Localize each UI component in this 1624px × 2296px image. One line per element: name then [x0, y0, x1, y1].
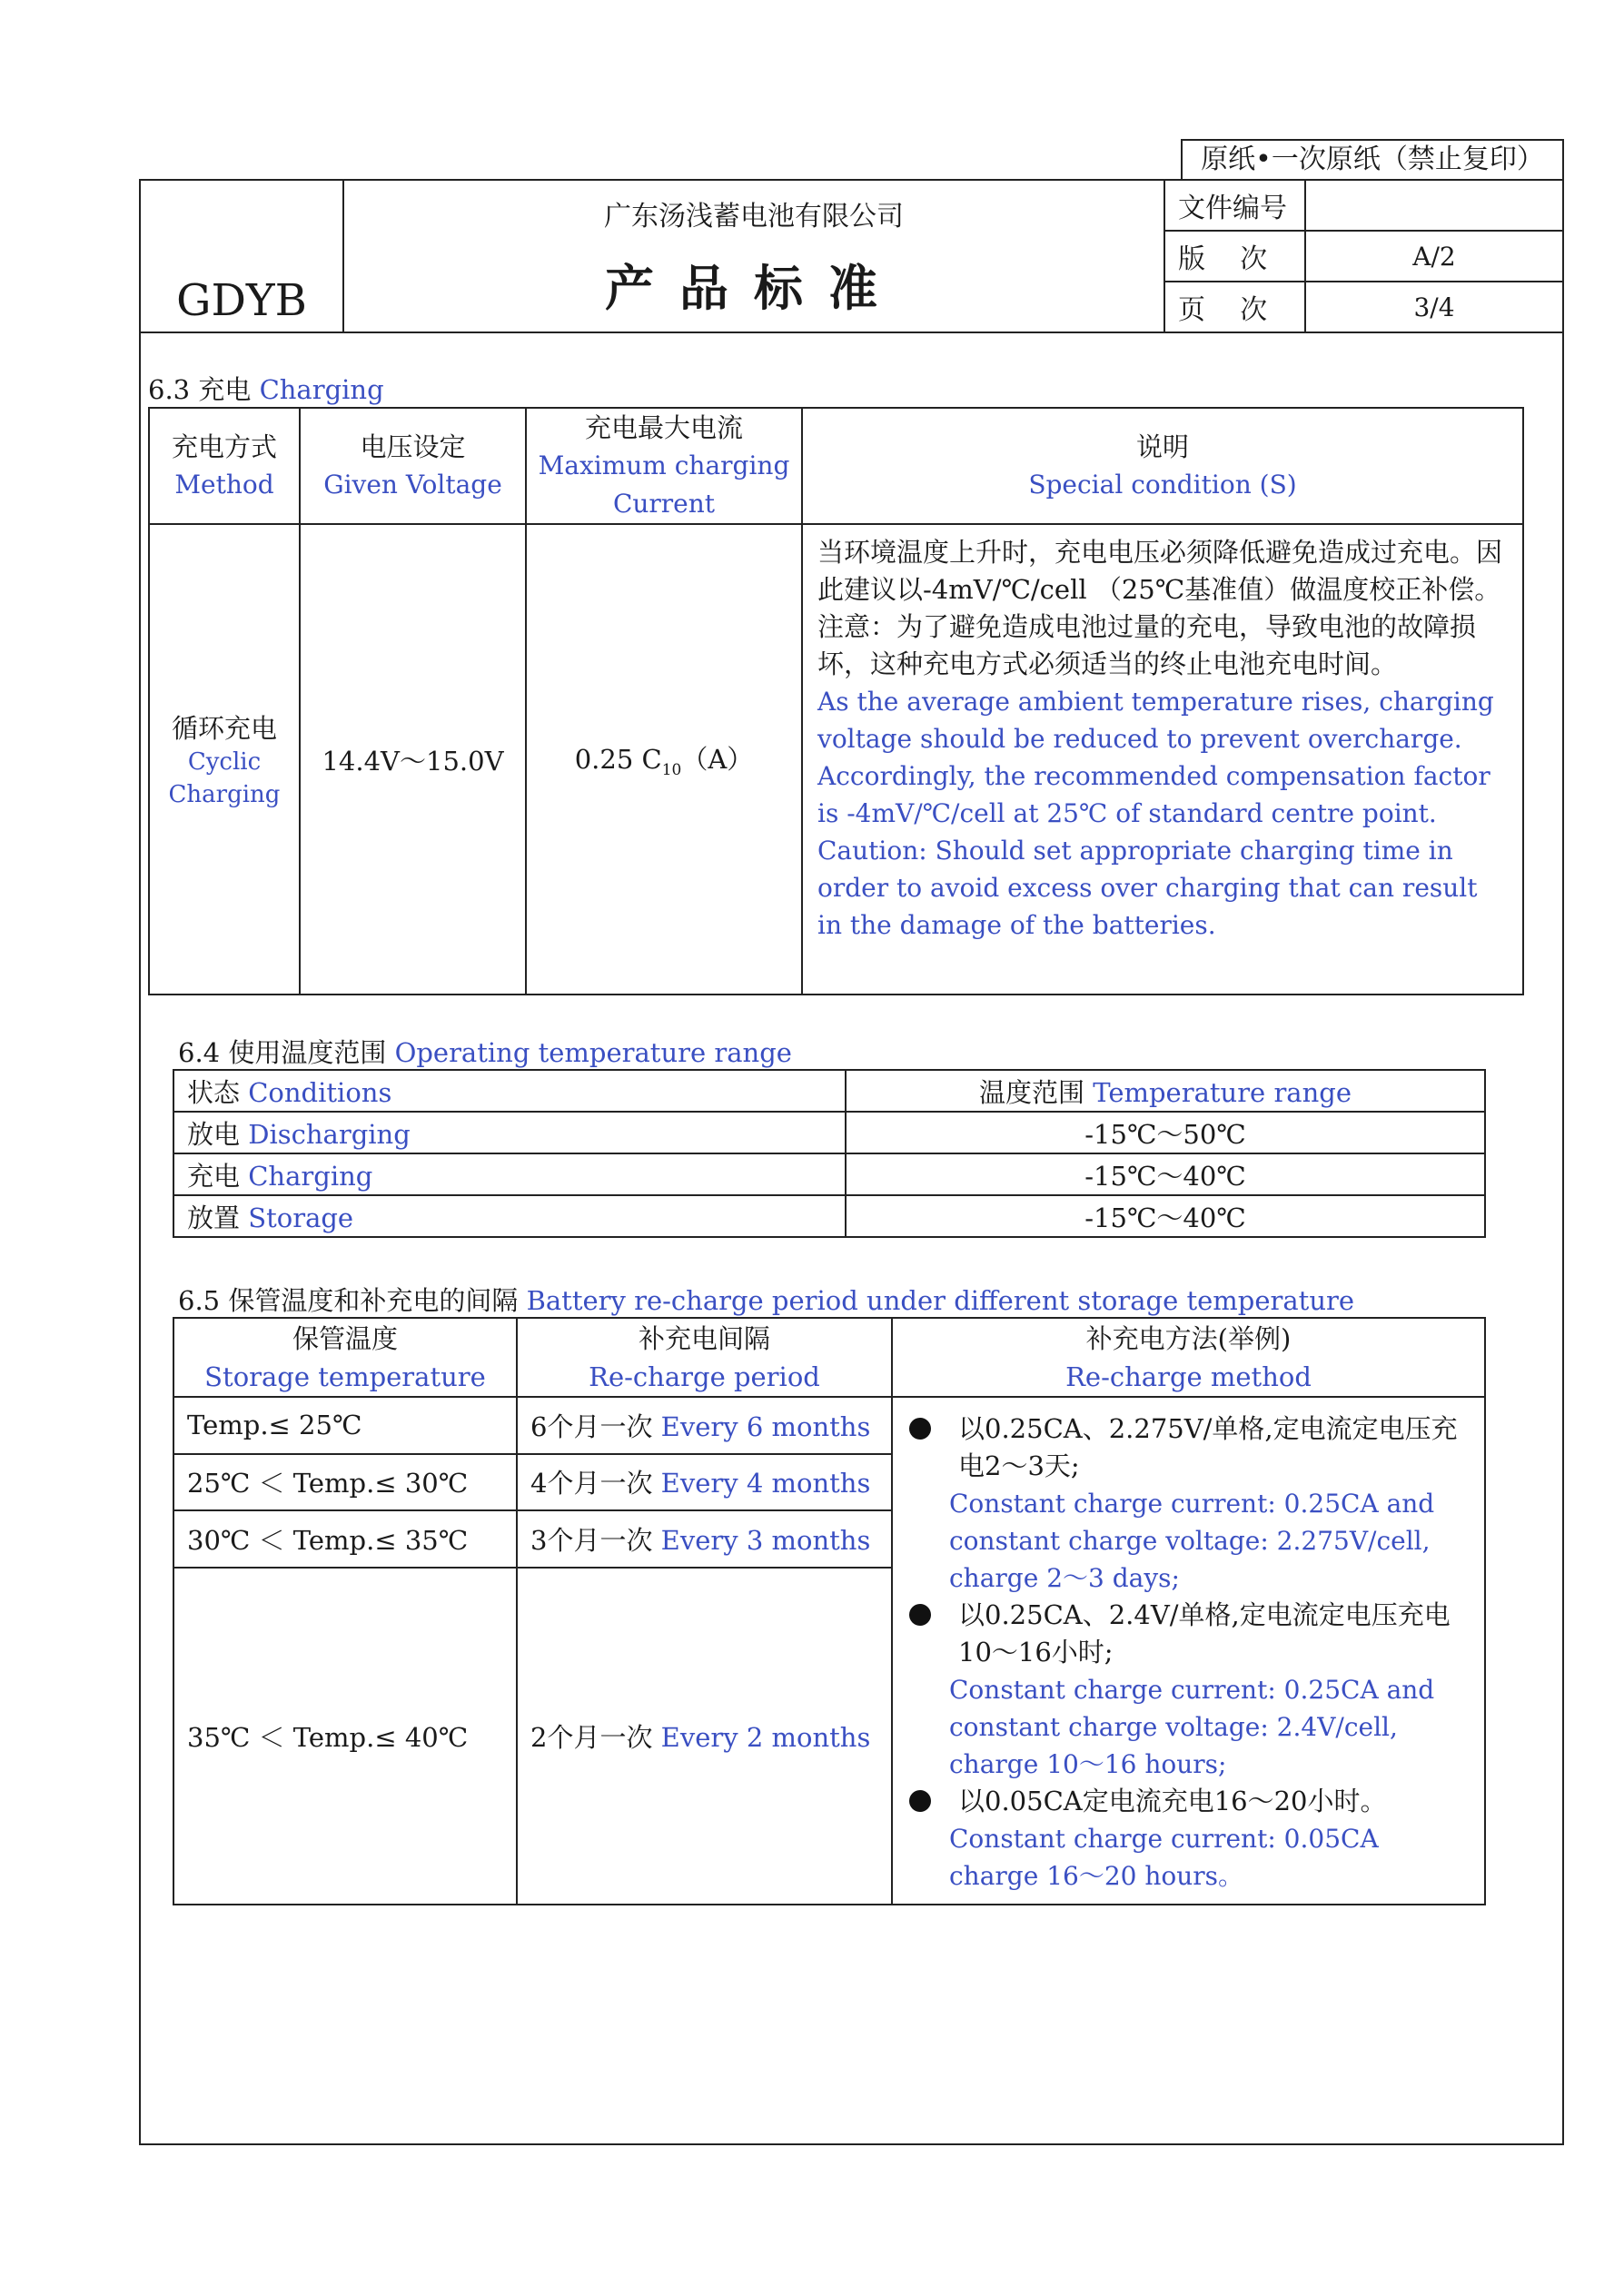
company-name: 广东汤浅蓄电池有限公司: [604, 200, 904, 233]
table-row: 放置 Storage -15℃～40℃: [173, 1195, 1485, 1237]
bullet-icon: [909, 1790, 931, 1812]
recharge-method-cell: [892, 1397, 1485, 1905]
section-6-3-heading: [148, 370, 384, 407]
version-label: 版 次: [1164, 231, 1305, 282]
document-header: [139, 179, 1564, 333]
table-header-row: [173, 1318, 1485, 1397]
table-header-row: [173, 1070, 1485, 1112]
section-6-3-number: 6.3 充电: [148, 374, 252, 405]
header-recharge-method: 补充电方法(举例) Re-charge method: [892, 1318, 1485, 1397]
cell-voltage: 14.4V～15.0V: [300, 524, 526, 995]
col-header-special: 说明 Special condition (S): [802, 408, 1523, 524]
col-header-current: 充电最大电流 Maximum charging Current: [526, 408, 802, 524]
cell-current: 0.25 $C_{10}(A)$: [526, 524, 802, 995]
company-logo: GDYB: [140, 180, 343, 332]
header-title-block: [343, 180, 1164, 332]
cell-method: 循环充电 Cyclic Charging: [149, 524, 300, 995]
document-title: 产品标准: [605, 258, 903, 317]
table-row: Temp.≤ 25℃ 6个月一次 Every 6 months 以0.25CA、2.275V/单格,定电流定电压充电2～3天; Constant charge current: 0.25CA and constant charge voltage: 2.275V/cell, charge 2～3 days; 以0.25CA、2.4V/单格,定电流定电压充电10～16小时; Constant charge current: 0.25CA and constant charge voltage: 2.4V/cell, charge 10～16 hours; 以0.05CA定电流充电16～20小时。 Constant charge current: 0.05CA charge 16～20 hours。: [173, 1397, 1485, 1454]
desc-en-1: As the average ambient temperature rises, charging voltage should be reduced to prevent overcharge. Accordingly, the recommended compensation factor is -4mV/℃/cell at 25℃ of standard centre point.: [817, 687, 1494, 828]
table-row: 25℃ ＜ Temp.≤ 30℃ 4个月一次 Every 4 months: [173, 1454, 1485, 1511]
header-conditions: 状态 Conditions: [173, 1070, 846, 1112]
col-header-method: 充电方式 Method: [149, 408, 300, 524]
section-6-3-title-en: Charging: [259, 374, 384, 405]
header-temperature-range: 温度范围 Temperature range: [846, 1070, 1485, 1112]
doc-number-value: [1305, 180, 1563, 231]
bullet-icon: [909, 1604, 931, 1626]
temperature-range-table: [173, 1069, 1486, 1238]
desc-zh-2: 注意：为了避免造成电池过量的充电，导致电池的故障损坏，这种充电方式必须适当的终止电池充电时间。: [817, 611, 1477, 679]
bullet-icon: [909, 1418, 931, 1440]
method-item: 以0.05CA定电流充电16～20小时。 Constant charge current: 0.05CA charge 16～20 hours。: [909, 1783, 1475, 1895]
page-label: 页 次: [1164, 282, 1305, 332]
section-6-4-heading: 6.4 使用温度范围 Operating temperature range: [178, 1037, 792, 1068]
method-item: 以0.25CA、2.275V/单格,定电流定电压充电2～3天; Constant charge current: 0.25CA and constant charge voltage: 2.275V/cell, charge 2～3 days;: [909, 1410, 1475, 1597]
doc-number-label: 文件编号: [1164, 180, 1305, 231]
table-row: 放电 Discharging -15℃～50℃: [173, 1112, 1485, 1153]
copy-stamp: 原纸•一次原纸（禁止复印）: [1181, 139, 1564, 179]
table-row: 充电 Charging -15℃～40℃: [173, 1153, 1485, 1195]
cell-special-condition: [802, 524, 1523, 995]
desc-zh-1: 当环境温度上升时，充电电压必须降低避免造成过充电。因此建议以-4mV/℃/cell （25℃基准值）做温度校正补偿。: [817, 537, 1503, 605]
col-header-voltage: 电压设定 Given Voltage: [300, 408, 526, 524]
table-row: 30℃ ＜ Temp.≤ 35℃ 3个月一次 Every 3 months: [173, 1510, 1485, 1568]
header-storage-temperature: 保管温度 Storage temperature: [173, 1318, 517, 1397]
section-6-5-heading: 6.5 保管温度和补充电的间隔 Battery re-charge period under different storage temperature: [178, 1285, 1355, 1316]
desc-en-2: Caution: Should set appropriate charging time in order to avoid excess over charging that can result in the damage of the batteries.: [817, 836, 1478, 940]
header-recharge-period: 补充电间隔 Re-charge period: [517, 1318, 892, 1397]
version-value: A/2: [1305, 231, 1563, 282]
method-item: 以0.25CA、2.4V/单格,定电流定电压充电10～16小时; Constant charge current: 0.25CA and constant charge voltage: 2.4V/cell, charge 10～16 hours;: [909, 1597, 1475, 1783]
charging-table: [148, 407, 1524, 995]
recharge-period-table: [173, 1317, 1486, 1905]
page-value: 3/4: [1305, 282, 1563, 332]
table-row: 35℃ ＜ Temp.≤ 40℃ 2个月一次 Every 2 months: [173, 1568, 1485, 1905]
